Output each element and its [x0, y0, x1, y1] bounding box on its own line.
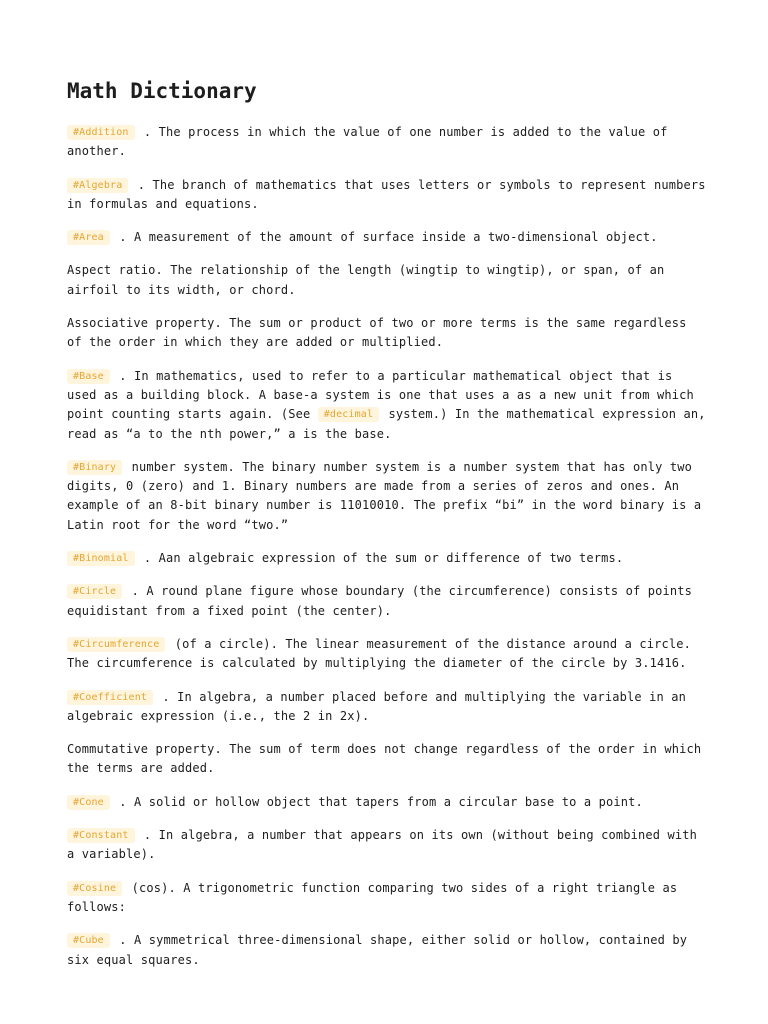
entry-text: . The process in which the value of one number is added to the value of another. [67, 125, 668, 159]
hashtag-link[interactable]: #Base [67, 369, 110, 384]
entry-addition [67, 123, 707, 162]
entry-text: . A round plane figure whose boundary (the circumference) consists of points equidistant from a fixed point (the center). [67, 584, 693, 618]
document-page [67, 78, 707, 984]
hashtag-link[interactable]: #Coefficient [67, 690, 153, 705]
entry-aspect-ratio [67, 261, 707, 300]
entry-text: Commutative property. The sum of term does not change regardless of the order in which the terms are added. [67, 742, 702, 776]
hashtag-link[interactable]: #Cone [67, 795, 110, 810]
hashtag-link[interactable]: #Cosine [67, 881, 122, 896]
entry-algebra [67, 176, 707, 215]
hashtag-link[interactable]: #Circle [67, 584, 122, 599]
entry-circle [67, 582, 707, 621]
entry-text: system.) In the mathematical expression an, read as “a to the nth power,” a is the base. [67, 407, 706, 441]
entry-commutative-property [67, 740, 707, 779]
entry-text: . In algebra, a number that appears on its own (without being combined with a variable). [67, 828, 698, 862]
entry-text: Aspect ratio. The relationship of the length (wingtip to wingtip), or span, of an airfoil to its width, or chord. [67, 263, 665, 297]
entry-cosine [67, 879, 707, 918]
hashtag-link[interactable]: #Constant [67, 828, 135, 843]
entry-text: . A measurement of the amount of surface inside a two-dimensional object. [119, 230, 658, 245]
hashtag-link[interactable]: #Cube [67, 933, 110, 948]
hashtag-link[interactable]: #Area [67, 230, 110, 245]
entry-text: . The branch of mathematics that uses letters or symbols to represent numbers in formulas and equations. [67, 177, 706, 211]
entry-binomial [67, 549, 707, 568]
entry-text: . In mathematics, used to refer to a particular mathematical object that is used as a building block. A base-a system is one that uses a as a new unit from which point counting starts again. (See [67, 368, 694, 422]
hashtag-link[interactable]: #Addition [67, 125, 135, 140]
hashtag-link[interactable]: #decimal [318, 407, 379, 422]
entry-base [67, 367, 707, 444]
entry-text: (of a circle). The linear measurement of the distance around a circle. The circumference is calculated by multiplying the diameter of the circle by 3.1416. [67, 636, 691, 671]
entry-text: . In algebra, a number placed before and multiplying the variable in an algebraic expression (i.e., the 2 in 2x). [67, 689, 687, 723]
entry-list [67, 123, 707, 970]
entry-cone [67, 793, 707, 812]
entry-text: . A solid or hollow object that tapers from a circular base to a point. [119, 794, 643, 809]
entry-coefficient [67, 688, 707, 727]
hashtag-link[interactable]: #Binary [67, 460, 122, 475]
entry-circumference [67, 635, 707, 674]
entry-cube [67, 931, 707, 970]
hashtag-link[interactable]: #Binomial [67, 551, 135, 566]
entry-text: . Aan algebraic expression of the sum or difference of two terms. [143, 551, 624, 566]
entry-text: (cos). A trigonometric function comparing two sides of a right triangle as follows: [67, 880, 678, 914]
entry-text: . A symmetrical three-dimensional shape, either solid or hollow, contained by six equal squares. [67, 933, 688, 967]
entry-associative-property [67, 314, 707, 353]
entry-text: number system. The binary number system is a number system that has only two digits, 0 (zero) and 1. Binary numbers are made from a series of zeros and ones. An example of an 8-bit binary number is 11010010. The prefix “bi” in the word binary is a Latin root for the word “two.” [67, 459, 702, 532]
entry-binary [67, 458, 707, 535]
entry-area [67, 228, 707, 247]
entry-text: Associative property. The sum or product of two or more terms is the same regardless of the order in which they are added or multiplied. [67, 316, 687, 350]
hashtag-link[interactable]: #Algebra [67, 178, 128, 193]
entry-constant [67, 826, 707, 865]
hashtag-link[interactable]: #Circumference [67, 637, 165, 652]
page-title: Math Dictionary [67, 79, 257, 103]
